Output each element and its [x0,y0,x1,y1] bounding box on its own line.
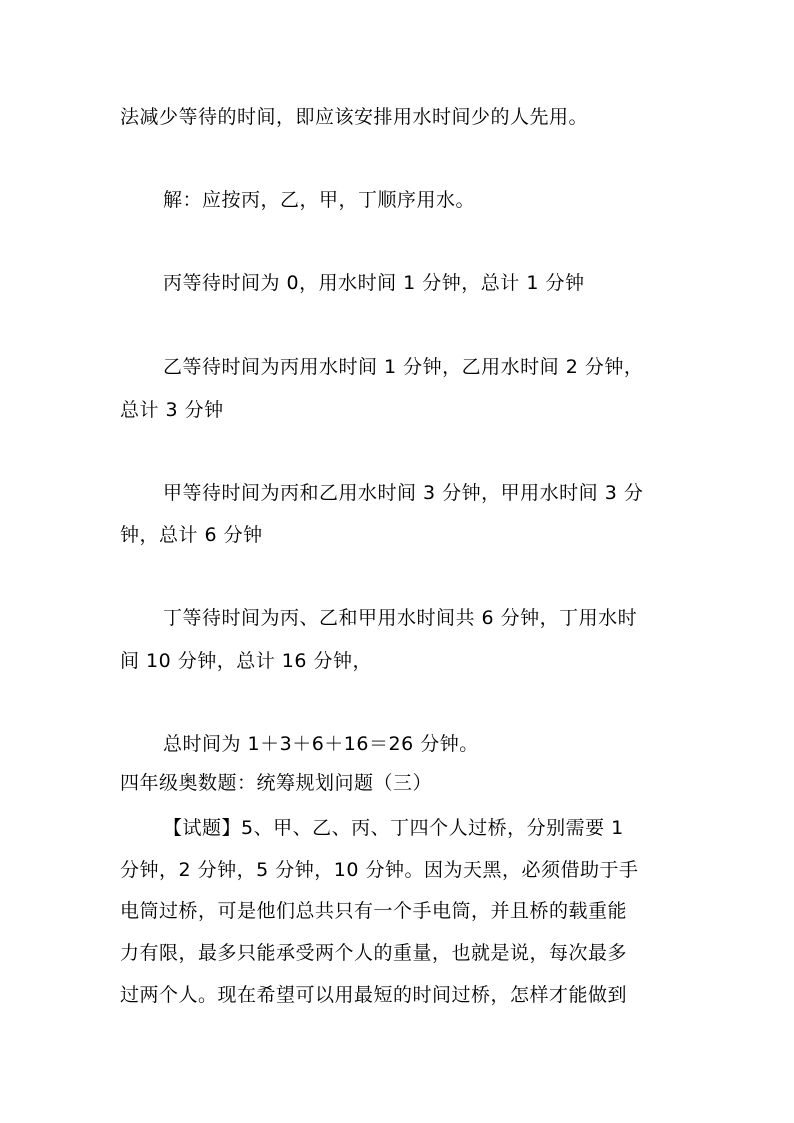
paragraph-line: 丁等待时间为丙、乙和甲用水时间共 6 分钟，丁用水时 [163,607,638,629]
paragraph-line: 总计 3 分钟 [120,399,224,421]
paragraph-line: 法减少等待的时间，即应该安排用水时间少的人先用。 [120,106,589,128]
paragraph-line: 过两个人。现在希望可以用最短的时间过桥，怎样才能做到 [120,984,628,1006]
paragraph-line: 甲等待时间为丙和乙用水时间 3 分钟，甲用水时间 3 分 [163,482,644,504]
paragraph-line: 力有限，最多只能承受两个人的重量，也就是说，每次最多 [120,942,628,964]
paragraph-line: 电筒过桥，可是他们总共只有一个手电筒，并且桥的载重能 [120,900,628,922]
paragraph-line: 间 10 分钟，总计 16 分钟， [120,650,373,672]
paragraph-line: 乙等待时间为丙用水时间 1 分钟，乙用水时间 2 分钟， [163,356,644,378]
paragraph-line: 【试题】5、甲、乙、丙、丁四个人过桥，分别需要 1 [163,817,624,839]
paragraph-line: 解：应按丙，乙，甲，丁顺序用水。 [163,189,476,211]
paragraph-line: 丙等待时间为 0，用水时间 1 分钟，总计 1 分钟 [163,272,585,294]
paragraph-line: 钟，总计 6 分钟 [120,524,263,546]
paragraph-line: 总时间为 1＋3＋6＋16＝26 分钟。 [163,733,479,755]
paragraph-line: 分钟，2 分钟，5 分钟，10 分钟。因为天黑，必须借助于手 [120,859,639,881]
section-heading: 四年级奥数题：统筹规划问题（三） [120,772,433,794]
